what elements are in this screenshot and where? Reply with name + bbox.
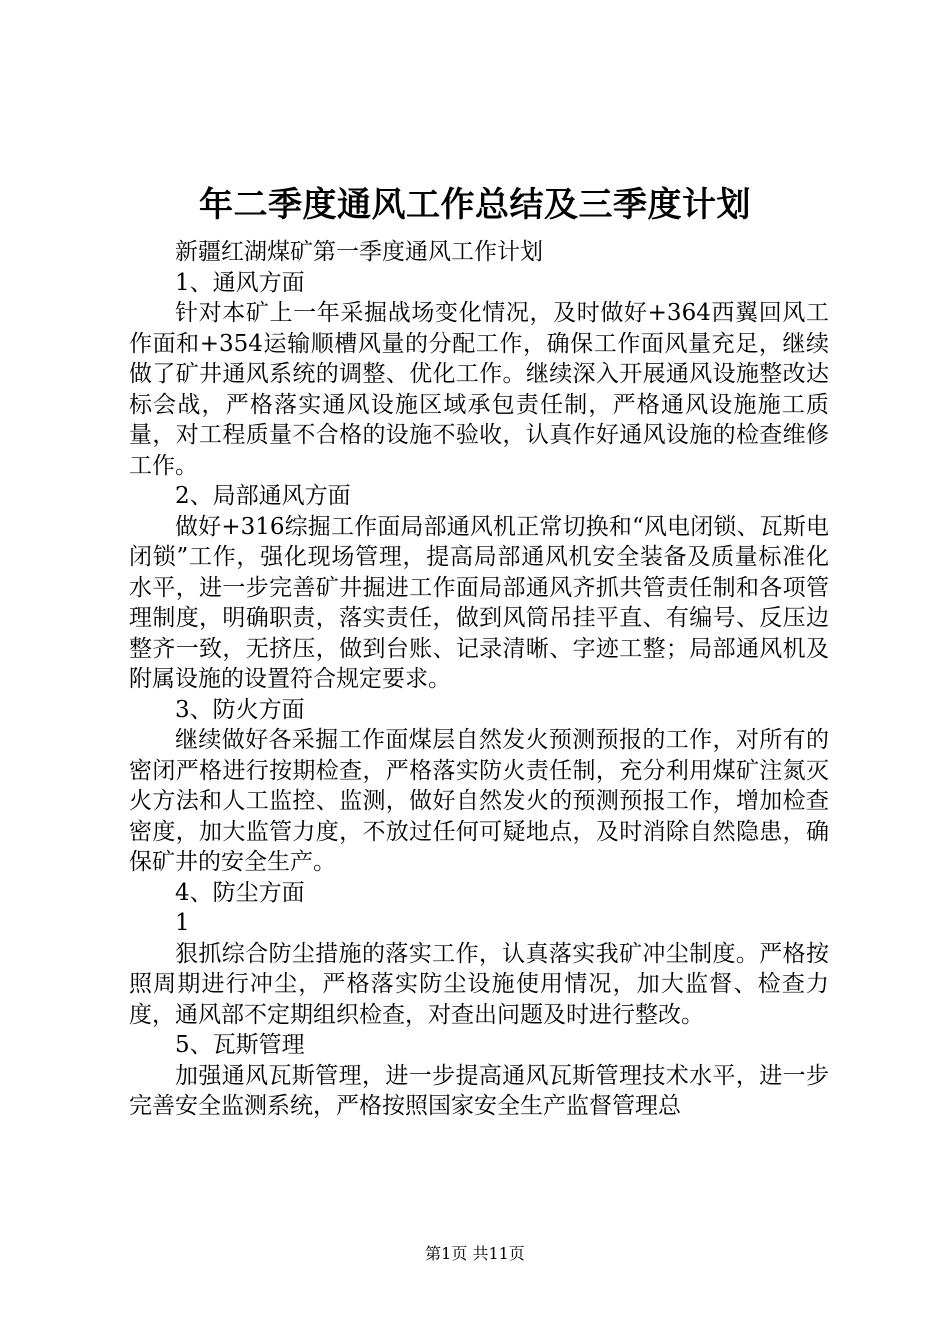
section-heading-ventilation: 1、通风方面 <box>175 269 305 296</box>
document-body <box>129 237 829 1122</box>
paragraph-fire-prevention: 继续做好各采掘工作面煤层自然发火预测预报的工作，对所有的密闭严格进行按期检查，严格落实防火责任制，充分利用煤矿注氮灭火方法和人工监控、监测，做好自然发火的预测预报工作，增加检查密度，加大监管力度，不放过任何可疑地点，及时消除自然隐患，确保矿井的安全生产。 <box>129 727 829 875</box>
section-heading-gas-management: 5、瓦斯管理 <box>175 1032 305 1058</box>
paragraph-local-ventilation: 做好+316综掘工作面局部通风机正常切换和“风电闭锁、瓦斯电闭锁”工作，强化现场管理，提高局部通风机安全装备及质量标准化水平，进一步完善矿井掘进工作面局部通风齐抓共管责任制和各项管理制度，明确职责，落实责任，做到风筒吊挂平直、有编号、反压边整齐一致，无挤压，做到台账、记录清晰、字迹工整；局部通风机及附属设施的设置符合规定要求。 <box>129 513 829 692</box>
paragraph-dust-prevention: 狠抓综合防尘措施的落实工作，认真落实我矿冲尘制度。严格按照周期进行冲尘，严格落实防尘设施使用情况，加大监督、检查力度，通风部不定期组织检查，对查出问题及时进行整改。 <box>129 940 829 1028</box>
section-heading-fire-prevention: 3、防火方面 <box>175 696 305 723</box>
section-heading-local-ventilation: 2、局部通风方面 <box>175 483 351 509</box>
document-title: 年二季度通风工作总结及三季度计划 <box>199 185 751 225</box>
paragraph-gas-management: 加强通风瓦斯管理，进一步提高通风瓦斯管理技术水平，进一步完善安全监测系统，严格按照国家安全生产监督管理总 <box>129 1062 829 1119</box>
section-heading-dust-prevention: 4、防尘方面 <box>175 879 305 906</box>
page-footer: 第1页 共11页 <box>425 1244 525 1263</box>
paragraph-subtitle: 新疆红湖煤矿第一季度通风工作计划 <box>175 239 543 265</box>
paragraph-ventilation: 针对本矿上一年采掘战场变化情况，及时做好+364西翼回风工作面和+354运输顺槽风量的分配工作，确保工作面风量充足，继续做了矿井通风系统的调整、优化工作。继续深入开展通风设施整改达标会战，严格落实通风设施区域承包责任制，严格通风设施施工质量，对工程质量不合格的设施不验收，认真作好通风设施的检查维修工作。 <box>129 300 829 479</box>
stray-page-number: 1 <box>175 910 190 936</box>
